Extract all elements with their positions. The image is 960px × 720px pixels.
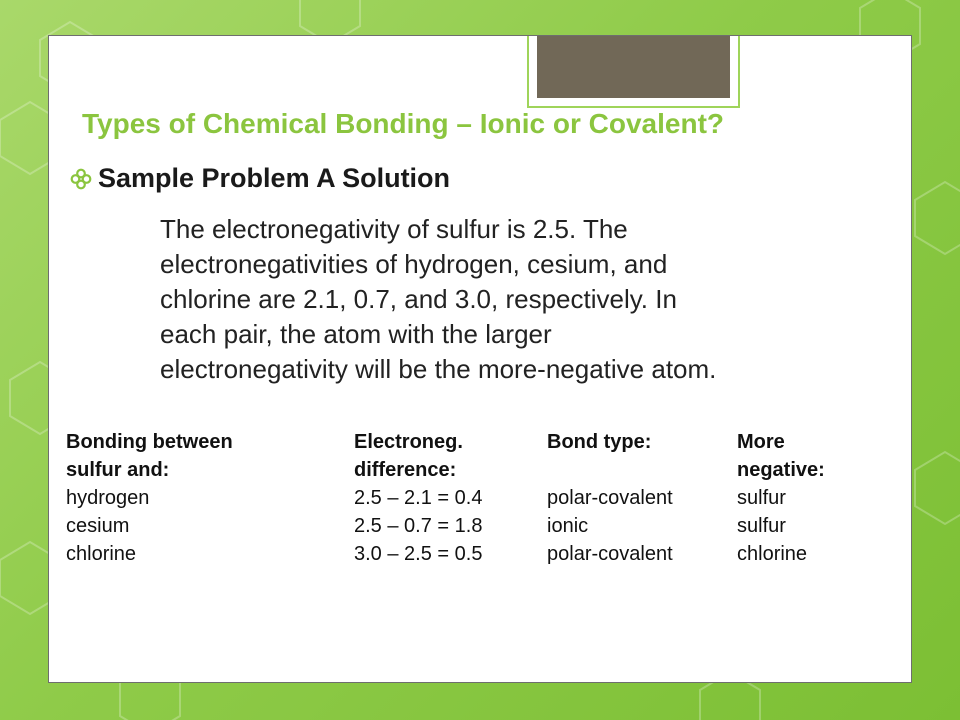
title-tab-fill: [537, 36, 730, 98]
bonding-table: [66, 428, 867, 568]
table-cell: sulfur: [737, 515, 786, 537]
title-tab-decoration: [527, 36, 740, 108]
table-header-row: [66, 456, 867, 484]
table-header-row: [66, 428, 867, 456]
paragraph-line: The electronegativity of sulfur is 2.5. The: [160, 214, 628, 244]
table-cell: cesium: [66, 515, 130, 537]
table-cell: chlorine: [66, 543, 137, 565]
table-cell: ionic: [547, 515, 589, 537]
header-cell: Bonding between: [66, 431, 233, 453]
table-cell: polar-covalent: [547, 487, 673, 509]
bullet-heading: Sample Problem A Solution: [98, 163, 451, 193]
paragraph-line: electronegativities of hydrogen, cesium, and: [160, 249, 668, 279]
slide-title: Types of Chemical Bonding – Ionic or Covalent?: [82, 108, 725, 139]
bullet-heading-row: [70, 163, 450, 194]
header-cell: sulfur and:: [66, 459, 170, 481]
table-cell: hydrogen: [66, 487, 150, 509]
header-cell: negative:: [737, 459, 825, 481]
paragraph-line: electronegativity will be the more-negative atom.: [160, 354, 717, 384]
header-cell: difference:: [354, 459, 457, 481]
paragraph-line: each pair, the atom with the larger: [160, 319, 552, 349]
solution-paragraph: [160, 212, 900, 387]
table-cell: sulfur: [737, 487, 786, 509]
header-cell: Electroneg.: [354, 431, 463, 453]
table-cell: 2.5 – 0.7 = 1.8: [354, 515, 483, 537]
table-row: [66, 512, 867, 540]
table-cell: 2.5 – 2.1 = 0.4: [354, 487, 483, 509]
bullet-flower-icon: [70, 168, 92, 190]
header-cell: [547, 456, 737, 484]
header-cell: Bond type:: [547, 431, 652, 453]
table-cell: polar-covalent: [547, 543, 673, 565]
table-row: [66, 540, 867, 568]
header-cell: More: [737, 431, 785, 453]
table-cell: 3.0 – 2.5 = 0.5: [354, 543, 483, 565]
table-cell: chlorine: [737, 543, 808, 565]
table-row: [66, 484, 867, 512]
paragraph-line: chlorine are 2.1, 0.7, and 3.0, respectively. In: [160, 284, 677, 314]
